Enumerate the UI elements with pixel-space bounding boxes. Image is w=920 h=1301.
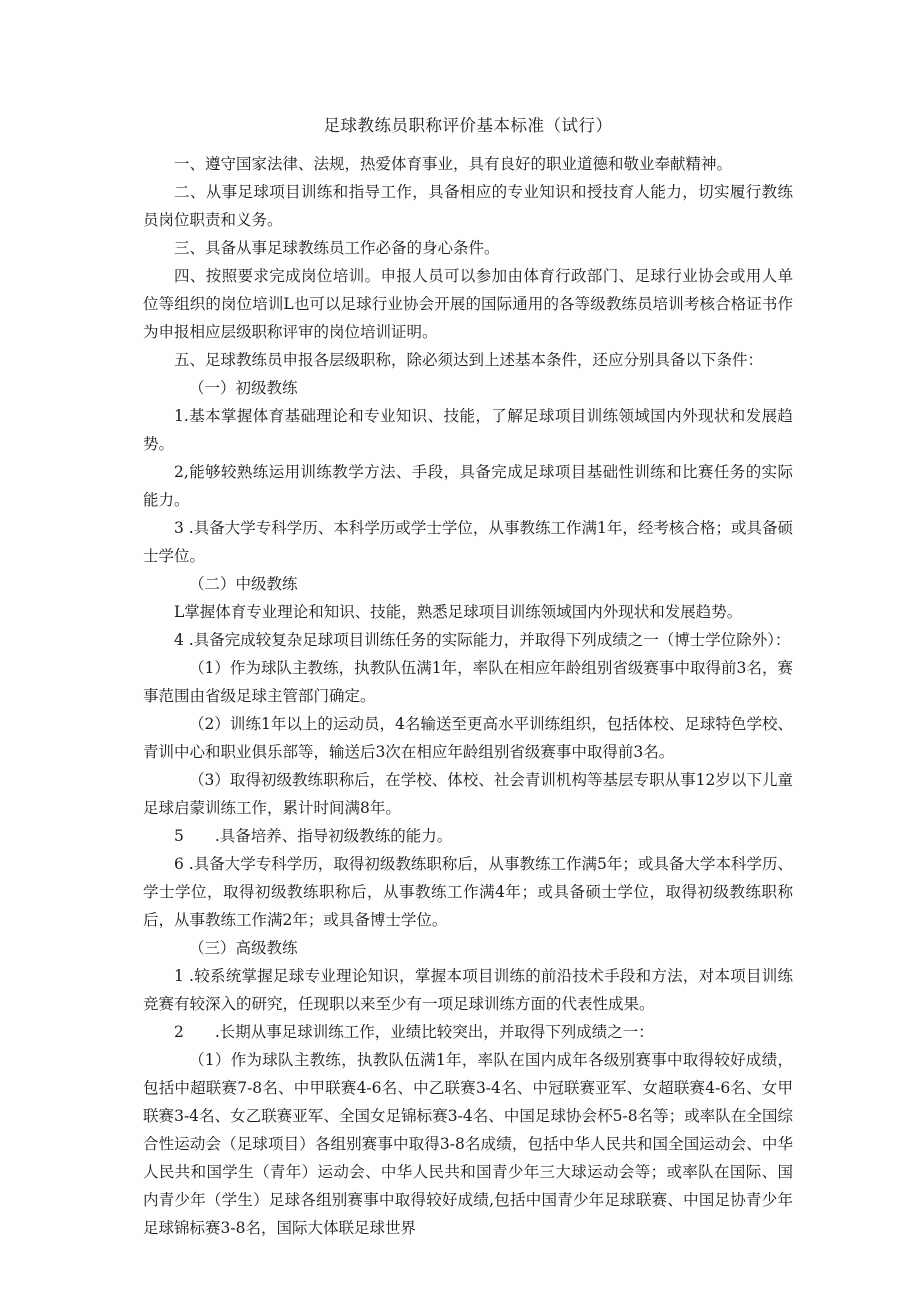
paragraph-3: 三、具备从事足球教练员工作必备的身心条件。	[174, 239, 500, 257]
intermediate-subitem-2: （2）训练1年以上的运动员，4名输送至更高水平训练组织，包括体校、足球特色学校、青训中心和职业俱乐部等，输送后3次在相应年龄组别省级赛事中取得前3名。	[143, 715, 793, 761]
paragraph-1: 一、遵守国家法律、法规，热爱体育事业，具有良好的职业道德和敬业奉献精神。	[174, 155, 733, 173]
section-heading-intermediate: （二）中级教练	[189, 575, 298, 593]
paragraph-5: 五、足球教练员申报各层级职称，除必须达到上述基本条件，还应分别具备以下条件：	[174, 351, 764, 369]
document-body	[143, 112, 793, 1242]
paragraph-2: 二、从事足球项目训练和指导工作，具备相应的专业知识和授技育人能力，切实履行教练员岗位职责和义务。	[143, 183, 793, 229]
intermediate-subitem-3: （3）取得初级教练职称后，在学校、体校、社会青训机构等基层专职从事12岁以下儿童足球启蒙训练工作，累计时间满8年。	[143, 771, 793, 817]
intermediate-item-4: 6 .具备大学专科学历，取得初级教练职称后，从事教练工作满5年；或具备大学本科学历、学士学位，取得初级教练职称后，从事教练工作满4年；或具备硕士学位，取得初级教练职称后，从事教练工作满2年；或具备博士学位。	[143, 855, 793, 929]
senior-item-2: 2 .长期从事足球训练工作，业绩比较突出，并取得下列成绩之一：	[174, 1023, 654, 1041]
junior-item-1: 1.基本掌握体育基础理论和专业知识、技能，了解足球项目训练领域国内外现状和发展趋势。	[143, 407, 793, 453]
section-heading-senior: （三）高级教练	[189, 939, 298, 957]
junior-item-2: 2,能够较熟练运用训练教学方法、手段，具备完成足球项目基础性训练和比赛任务的实际能力。	[143, 463, 793, 509]
senior-subitem-1: （1）作为球队主教练，执教队伍满1年，率队在国内成年各级别赛事中取得较好成绩，包括中超联赛7-8名、中甲联赛4-6名、中乙联赛3-4名、中冠联赛亚军、女超联赛4-6名、女甲联赛3-4名、女乙联赛亚军、全国女足锦标赛3-4名、中国足球协会杯5-8名等；或率队在全国综合性运动会（足球项目）各组别赛事中取得3-8名成绩，包括中华人民共和国全国运动会、中华人民共和国学生（青年）运动会、中华人民共和国青少年三大球运动会等；或率队在国际、国内青少年（学生）足球各组别赛事中取得较好成绩,包括中国青少年足球联赛、中国足协青少年足球锦标赛3-8名，国际大体联足球世界	[143, 1051, 793, 1237]
section-heading-junior: （一）初级教练	[189, 379, 298, 397]
document-title: 足球教练员职称评价基本标准（试行）	[323, 116, 613, 135]
senior-item-1: 1 .较系统掌握足球专业理论知识，掌握本项目训练的前沿技术手段和方法，对本项目训练竞赛有较深入的研究，任现职以来至少有一项足球训练方面的代表性成果。	[143, 967, 793, 1013]
intermediate-item-3: 5 .具备培养、指导初级教练的能力。	[174, 827, 453, 845]
intermediate-item-1: L掌握体育专业理论和知识、技能，熟悉足球项目训练领域国内外现状和发展趋势。	[174, 603, 743, 621]
paragraph-4: 四、按照要求完成岗位培训。申报人员可以参加由体育行政部门、足球行业协会或用人单位等组织的岗位培训L也可以足球行业协会开展的国际通用的各等级教练员培训考核合格证书作为申报相应层级职称评审的岗位培训证明。	[143, 267, 793, 341]
intermediate-subitem-1: （1）作为球队主教练，执教队伍满1年，率队在相应年龄组别省级赛事中取得前3名，赛事范围由省级足球主管部门确定。	[143, 659, 793, 705]
junior-item-3: 3 .具备大学专科学历、本科学历或学士学位，从事教练工作满1年，经考核合格；或具备硕士学位。	[143, 519, 793, 565]
intermediate-item-2: 4 .具备完成较复杂足球项目训练任务的实际能力，并取得下列成绩之一（博士学位除外）：	[174, 631, 791, 649]
